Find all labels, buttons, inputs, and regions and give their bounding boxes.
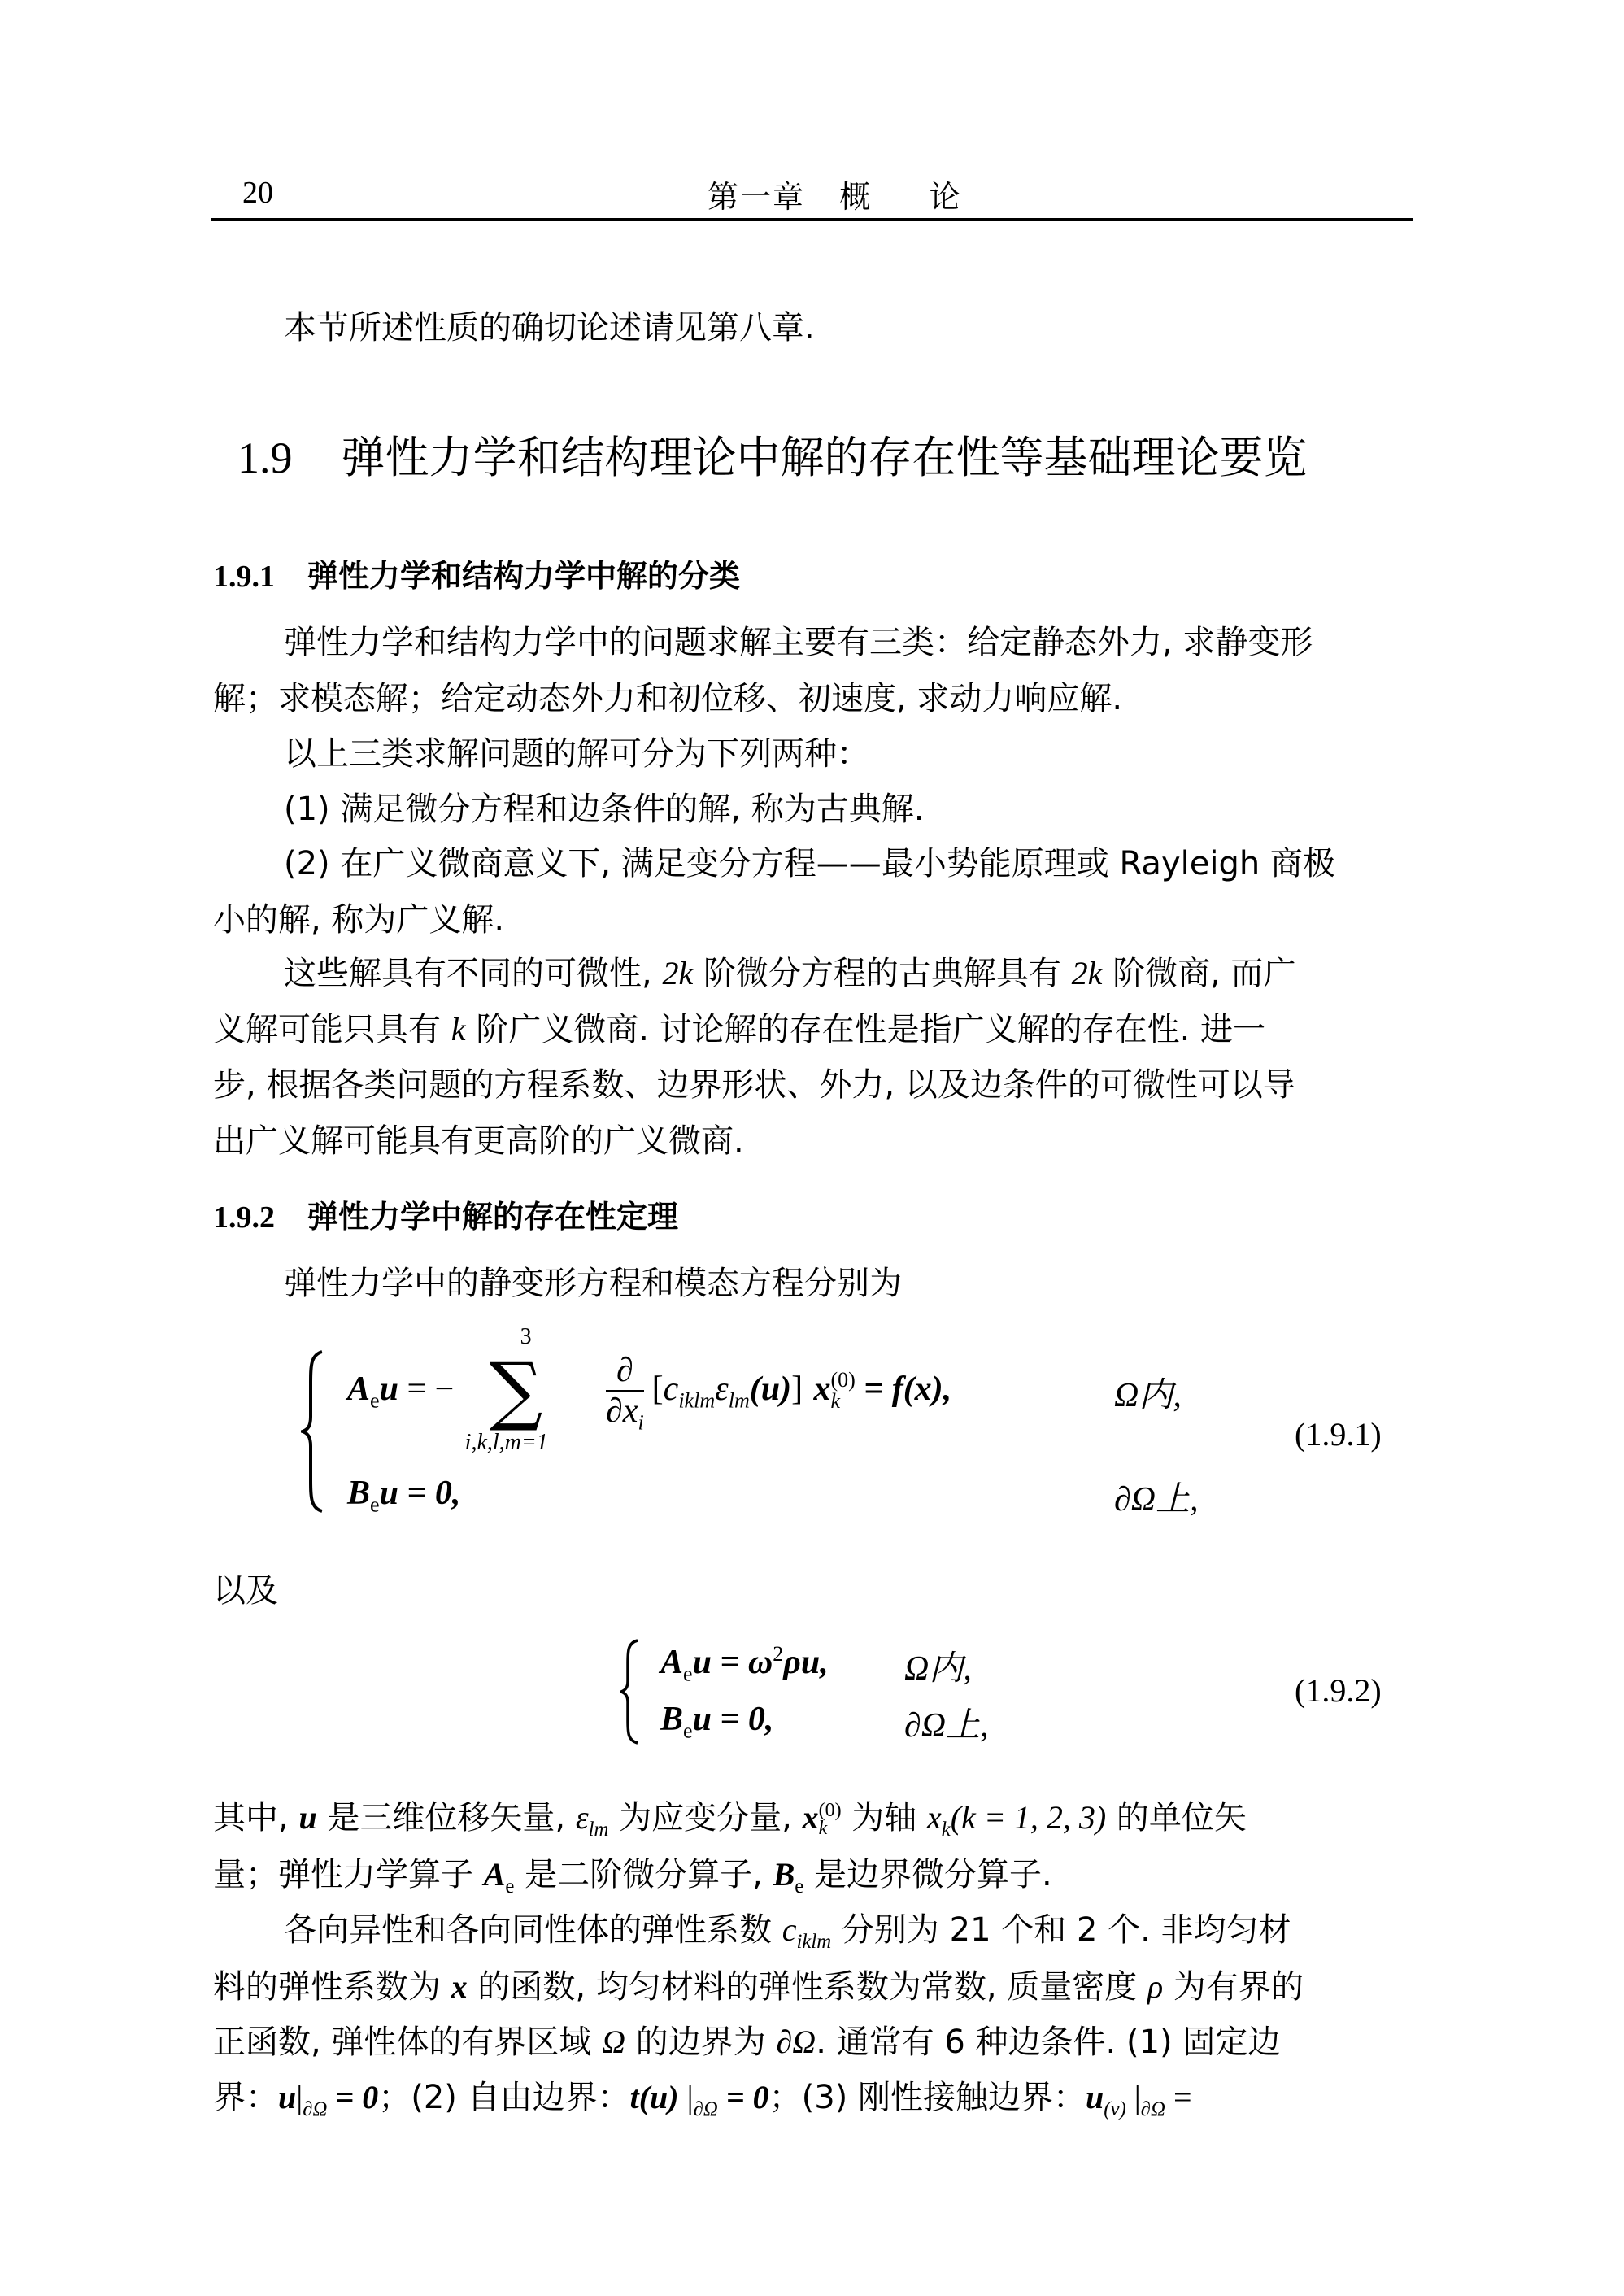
equation-1-9-2 — [213, 1635, 1413, 1749]
paragraph-line: 步, 根据各类问题的方程系数、边界形状、外力, 以及边条件的可微性可以导 — [213, 1066, 1295, 1104]
math-inline: ρ — [1147, 1968, 1164, 2005]
numerator: ∂ — [606, 1351, 644, 1392]
math-inline: u — [298, 1799, 317, 1836]
operator-A: A — [660, 1644, 684, 1681]
list-item: (1) 满足微分方程和边条件的解, 称为古典解. — [284, 791, 925, 828]
sigma-symbol: ∑ — [489, 1347, 543, 1434]
text-run: 是三维位移矢量, — [316, 1799, 576, 1836]
math-inline: = 0 — [327, 2079, 379, 2115]
condition-text: Ω内, — [904, 1650, 972, 1688]
conjunction-line: 以及 — [213, 1572, 278, 1610]
subscript: k — [941, 1819, 951, 1841]
equation-row-2 — [660, 1698, 774, 1743]
equation-number: (1.9.2) — [1295, 1672, 1382, 1709]
rhs: = f(x), — [855, 1370, 952, 1408]
math-inline: A — [483, 1856, 506, 1893]
math-inline: u — [1086, 2079, 1104, 2115]
page-header — [213, 167, 1413, 216]
subsection-heading-1 — [213, 551, 740, 595]
text-run: 的单位矢 — [1106, 1799, 1247, 1836]
math-inline: 2k — [662, 955, 694, 991]
subscript: e — [683, 1662, 693, 1686]
bracket: ] — [791, 1370, 803, 1408]
text-run: 阶微分方程的古典解具有 — [693, 955, 1072, 992]
equation-row-1 — [347, 1324, 952, 1455]
math-inline: k — [451, 1011, 466, 1048]
subscript: lm — [588, 1819, 609, 1841]
strain-epsilon: ε — [715, 1370, 729, 1408]
math-inline: x — [802, 1799, 819, 1836]
text-run: 为有界的 — [1163, 1968, 1304, 2006]
subscript: k — [818, 1818, 828, 1839]
subsection-title: 弹性力学中解的存在性定理 — [307, 1199, 679, 1235]
equation-rest: u = 0, — [379, 1475, 461, 1512]
math-inline: Ω — [602, 2024, 626, 2060]
paragraph-line — [213, 2022, 1280, 2063]
paragraph-line: 弹性力学和结构力学中的问题求解主要有三类：给定静态外力, 求静变形 — [284, 624, 1313, 661]
equation-number: (1.9.1) — [1295, 1416, 1382, 1453]
left-brace — [620, 1639, 641, 1745]
intro-line: 本节所述性质的确切论述请见第八章. — [284, 309, 815, 346]
paragraph-line — [284, 1910, 1291, 1953]
unit-vector-x: x — [813, 1370, 831, 1408]
condition-1 — [904, 1641, 972, 1690]
text-run: 是二阶微分算子, — [514, 1856, 773, 1893]
subscript: e — [370, 1388, 380, 1413]
paragraph-line — [213, 2077, 1192, 2118]
paragraph-line — [213, 1854, 1052, 1895]
superscript: (0) — [818, 1800, 842, 1821]
equation-rest: u = 0, — [692, 1701, 774, 1738]
subscript: e — [795, 1876, 804, 1897]
text-run: ；(2) 自由边界： — [378, 2079, 630, 2116]
operator-B: B — [660, 1701, 684, 1738]
subscript: iklm — [796, 1931, 832, 1953]
text-run: . 通常有 6 种边条件. (1) 固定边 — [816, 2024, 1281, 2061]
section-title: 弹性力学和结构理论中解的存在性等基础理论要览 — [341, 432, 1308, 483]
subscript: e — [370, 1492, 380, 1517]
restriction-bar: | — [1125, 2079, 1141, 2115]
list-item-continued: 小的解, 称为广义解. — [213, 901, 505, 939]
section-number: 1.9 — [237, 433, 293, 482]
coefficient-c: c — [663, 1370, 679, 1408]
paragraph-line — [213, 1009, 1265, 1050]
math-inline: t(u) — [629, 2079, 679, 2115]
condition-text: Ω内, — [1114, 1377, 1182, 1414]
list-item: (2) 在广义微商意义下, 满足变分方程——最小势能原理或 Rayleigh 商极 — [284, 845, 1335, 882]
equation-row-2 — [347, 1472, 461, 1517]
subsection-number: 1.9.1 — [213, 560, 275, 594]
subscript: e — [505, 1876, 515, 1897]
restriction-bar: | — [678, 2079, 694, 2115]
equation-part: ρu, — [783, 1644, 829, 1681]
subscript: ∂Ω — [1140, 2098, 1165, 2120]
text-run: 这些解具有不同的可微性, — [284, 955, 663, 992]
paragraph-line: 解；求模态解；给定动态外力和初位移、初速度, 求动力响应解. — [213, 680, 1123, 717]
equals-minus: = − — [398, 1370, 455, 1408]
paragraph-line — [284, 953, 1296, 994]
math-inline: ε — [575, 1799, 589, 1836]
text-run: 阶广义微商. 讨论解的存在性是指广义解的存在性. 进一 — [465, 1011, 1266, 1048]
text-run: ；(3) 刚性接触边界： — [768, 2079, 1086, 2116]
math-inline: = — [1165, 2079, 1192, 2115]
bracket: [ — [651, 1370, 664, 1408]
condition-text: ∂Ω上, — [904, 1707, 989, 1745]
running-head: 第一章 概 论 — [708, 179, 962, 215]
sup-sub-stack — [819, 1802, 842, 1837]
sum-lower-limit: i,k,l,m=1 — [464, 1430, 548, 1455]
subsection-heading-2 — [213, 1192, 678, 1236]
text-run: 正函数, 弹性体的有界区域 — [213, 2024, 603, 2061]
header-rule — [211, 218, 1413, 221]
paragraph-line — [213, 1967, 1304, 2007]
equation-row-1 — [660, 1641, 829, 1686]
text-run: 的边界为 — [625, 2024, 777, 2061]
sup-sub-stack — [830, 1370, 855, 1412]
condition-2 — [1114, 1472, 1199, 1521]
equation-part: u = ω — [692, 1644, 773, 1681]
text-run: 其中, — [213, 1799, 299, 1836]
condition-1 — [1114, 1368, 1182, 1417]
text-run: 为应变分量, — [608, 1799, 803, 1836]
math-inline: ∂Ω — [776, 2024, 816, 2060]
u-argument: (u) — [749, 1370, 792, 1408]
subscript: lm — [728, 1388, 750, 1413]
page-number: 20 — [242, 176, 273, 210]
equation-1-9-1 — [213, 1324, 1413, 1529]
superscript: 2 — [773, 1642, 784, 1666]
text-run: 各向异性和各向同性体的弹性系数 — [284, 1911, 782, 1949]
math-inline: (k = 1, 2, 3) — [950, 1799, 1107, 1836]
vector-u: u — [379, 1370, 398, 1408]
math-inline: 2k — [1071, 955, 1103, 991]
summation — [464, 1324, 587, 1455]
subsection-number: 1.9.2 — [213, 1200, 275, 1235]
operator-B: B — [347, 1475, 371, 1512]
subscript: ∂Ω — [303, 2098, 328, 2120]
superscript: (0) — [830, 1368, 856, 1392]
denominator — [606, 1392, 644, 1435]
text-run: 义解可能只具有 — [213, 1011, 451, 1048]
subscript: iklm — [678, 1388, 716, 1413]
condition-text: ∂Ω上, — [1114, 1481, 1199, 1518]
text-run: 分别为 21 个和 2 个. 非均匀材 — [831, 1911, 1291, 1949]
paragraph-line: 以上三类求解问题的解可分为下列两种： — [284, 735, 869, 773]
operator-A: A — [347, 1370, 371, 1408]
section-heading — [237, 423, 1308, 486]
text-run: 料的弹性系数为 — [213, 1968, 451, 2006]
denominator-text: ∂x — [606, 1392, 638, 1430]
partial-derivative — [606, 1351, 644, 1435]
subscript: (ν) — [1104, 2098, 1126, 2120]
text-run: 是边界微分算子. — [803, 1856, 1052, 1893]
text-run: 阶微商, 而广 — [1102, 955, 1296, 992]
math-inline: u — [278, 2079, 297, 2115]
subscript: e — [683, 1719, 693, 1743]
math-inline: x — [927, 1799, 942, 1836]
left-brace — [301, 1350, 325, 1513]
paragraph-line: 弹性力学中的静变形方程和模态方程分别为 — [284, 1265, 902, 1302]
text-run: 的函数, 均匀材料的弹性系数为常数, 质量密度 — [467, 1968, 1148, 2006]
math-inline: x — [451, 1968, 468, 2005]
subscript: k — [830, 1389, 840, 1413]
math-inline: c — [782, 1911, 797, 1948]
math-inline: B — [773, 1856, 795, 1893]
subscript: ∂Ω — [693, 2098, 718, 2120]
subsection-title: 弹性力学和结构力学中解的分类 — [307, 558, 741, 594]
paragraph-line — [213, 1797, 1247, 1841]
paragraph-line: 出广义解可能具有更高阶的广义微商. — [213, 1122, 744, 1160]
subscript: i — [638, 1410, 644, 1435]
math-inline: = 0 — [717, 2079, 769, 2115]
text-run: 量；弹性力学算子 — [213, 1856, 484, 1893]
condition-2 — [904, 1698, 989, 1747]
text-run: 为轴 — [841, 1799, 927, 1836]
restriction-bar: | — [296, 2079, 303, 2115]
sum-upper-limit: 3 — [520, 1324, 532, 1349]
text-run: 界： — [213, 2079, 278, 2116]
